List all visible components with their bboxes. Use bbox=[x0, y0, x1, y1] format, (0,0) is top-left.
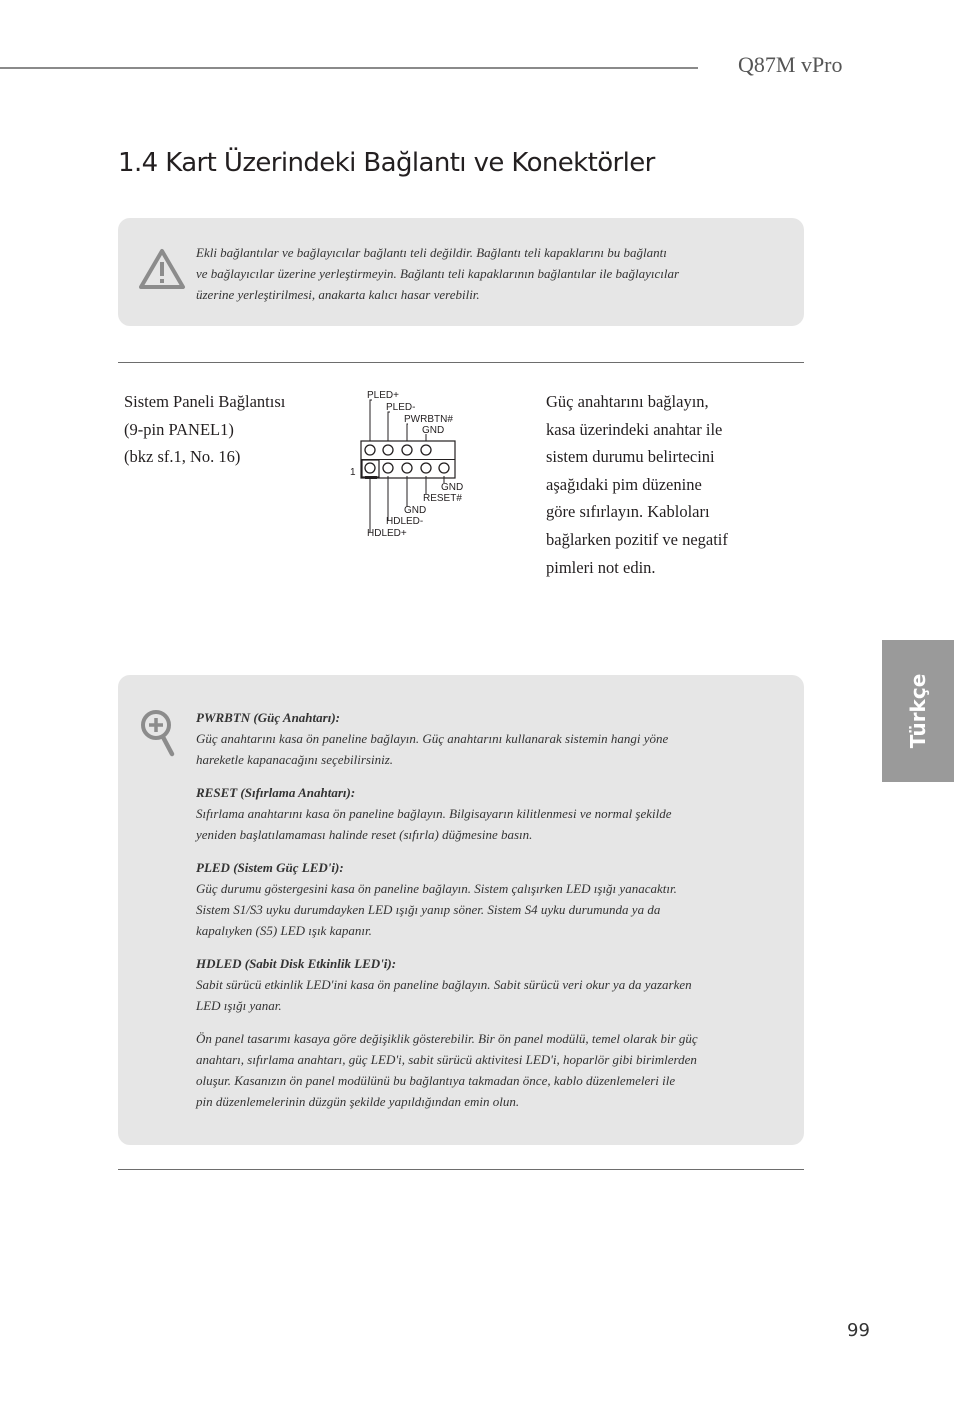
note-item-pwrbtn bbox=[196, 707, 761, 770]
note-line: Ön panel tasarımı kasaya göre değişiklik gösterebilir. Bir ön panel modülü, temel olarak bir güç bbox=[196, 1031, 698, 1046]
panel-pin-diagram bbox=[340, 386, 490, 546]
note-content bbox=[196, 707, 761, 1124]
section-title: 1.4 Kart Üzerindeki Bağlantı ve Konektörler bbox=[118, 148, 655, 178]
note-line: Sabit sürücü etkinlik LED'ini kasa ön paneline bağlayın. Sabit sürücü veri okur ya da yazarken bbox=[196, 977, 692, 992]
note-line: oluşur. Kasanızın ön panel modülünü bu bağlantıya takmadan önce, kablo düzenlemeleri ile bbox=[196, 1073, 676, 1088]
description-line: bağlarken pozitif ve negatif bbox=[546, 529, 728, 549]
note-line: anahtarı, sıfırlama anahtarı, güç LED'i, sabit sürücü aktivitesi LED'i, hoparlör gibi birimlerden bbox=[196, 1052, 697, 1067]
magnifier-plus-icon bbox=[139, 708, 177, 758]
note-line: Güç anahtarını kasa ön paneline bağlayın. Güç anahtarını kullanarak sistemin hangi yöne bbox=[196, 731, 669, 746]
description-line: kasa üzerindeki anahtar ile bbox=[546, 419, 723, 439]
pin-label-pled-plus: PLED+ bbox=[367, 390, 399, 401]
description-line: göre sıfırlayın. Kabloları bbox=[546, 502, 710, 522]
caution-text bbox=[196, 242, 756, 305]
warning-triangle-icon bbox=[138, 248, 186, 290]
description-line: aşağıdaki pim düzenine bbox=[546, 474, 702, 494]
pin-label-hdled-plus: HDLED+ bbox=[367, 528, 407, 539]
side-tab-label: Türkçe bbox=[906, 673, 930, 749]
note-line: Sistem S1/S3 uyku durumdayken LED ışığı yanıp söner. Sistem S4 uyku durumunda ya da bbox=[196, 902, 661, 917]
page-number: 99 bbox=[847, 1320, 870, 1341]
connector-description bbox=[546, 388, 766, 581]
note-item-hdled bbox=[196, 953, 761, 1016]
note-title: RESET (Sıfırlama Anahtarı): bbox=[196, 785, 356, 800]
note-line: pin düzenlemelerinin düzgün şekilde yapıldığından emin olun. bbox=[196, 1094, 520, 1109]
language-side-tab bbox=[882, 640, 954, 782]
note-title: HDLED (Sabit Disk Etkinlik LED'i): bbox=[196, 956, 397, 971]
pin-label-gnd-bottom: GND bbox=[404, 505, 427, 516]
description-line: Güç anahtarını bağlayın, bbox=[546, 392, 709, 411]
pin-label-hdled-minus: HDLED- bbox=[386, 516, 424, 527]
description-line: pimleri not edin. bbox=[546, 557, 656, 577]
note-line: hareketle kapanacağını seçebilirsiniz. bbox=[196, 752, 393, 767]
note-line: yeniden başlatılamaması halinde reset (sıfırla) düğmesine basın. bbox=[196, 827, 533, 842]
note-line: Güç durumu göstergesini kasa ön paneline bağlayın. Sistem çalışırken LED ışığı yanacaktır. bbox=[196, 881, 677, 896]
model-name: Q87M vPro bbox=[738, 52, 843, 77]
pin-label-pled-minus: PLED- bbox=[386, 402, 416, 413]
connector-name bbox=[124, 388, 285, 471]
note-line: Sıfırlama anahtarını kasa ön paneline bağlayın. Bilgisayarın kilitlenmesi ve normal şekilde bbox=[196, 806, 672, 821]
note-title: PWRBTN (Güç Anahtarı): bbox=[196, 710, 340, 725]
caution-line: Ekli bağlantılar ve bağlayıcılar bağlantı teli değildir. Bağlantı teli kapaklarını bu bağlantı bbox=[196, 245, 667, 260]
pin-label-pwrbtn: PWRBTN# bbox=[404, 414, 453, 425]
connector-name-line: (9-pin PANEL1) bbox=[124, 419, 234, 439]
note-line: kapalıyken (S5) LED ışık kapanır. bbox=[196, 923, 372, 938]
connector-name-line: (bkz sf.1, No. 16) bbox=[124, 447, 241, 466]
divider bbox=[118, 362, 804, 363]
note-item-front-panel bbox=[196, 1028, 761, 1112]
pin-label-gnd-right: GND bbox=[441, 482, 464, 493]
caution-line: ve bağlayıcılar üzerine yerleştirmeyin. Bağlantı teli kapaklarının bağlantılar ile bağlayıcılar bbox=[196, 266, 680, 281]
header-rule bbox=[0, 67, 698, 69]
description-line: sistem durumu belirtecini bbox=[546, 447, 715, 467]
note-line: LED ışığı yanar. bbox=[196, 998, 282, 1013]
divider bbox=[118, 1169, 804, 1170]
note-title: PLED (Sistem Güç LED'i): bbox=[196, 860, 344, 875]
connector-name-line: Sistem Paneli Bağlantısı bbox=[124, 392, 286, 411]
pin-label-gnd-top: GND bbox=[422, 425, 445, 436]
pin-label-one: 1 bbox=[350, 467, 356, 478]
note-item-reset bbox=[196, 782, 761, 845]
caution-line: üzerine yerleştirilmesi, anakarta kalıcı hasar verebilir. bbox=[196, 287, 480, 302]
note-item-pled bbox=[196, 857, 761, 941]
pin-label-reset: RESET# bbox=[423, 493, 462, 504]
